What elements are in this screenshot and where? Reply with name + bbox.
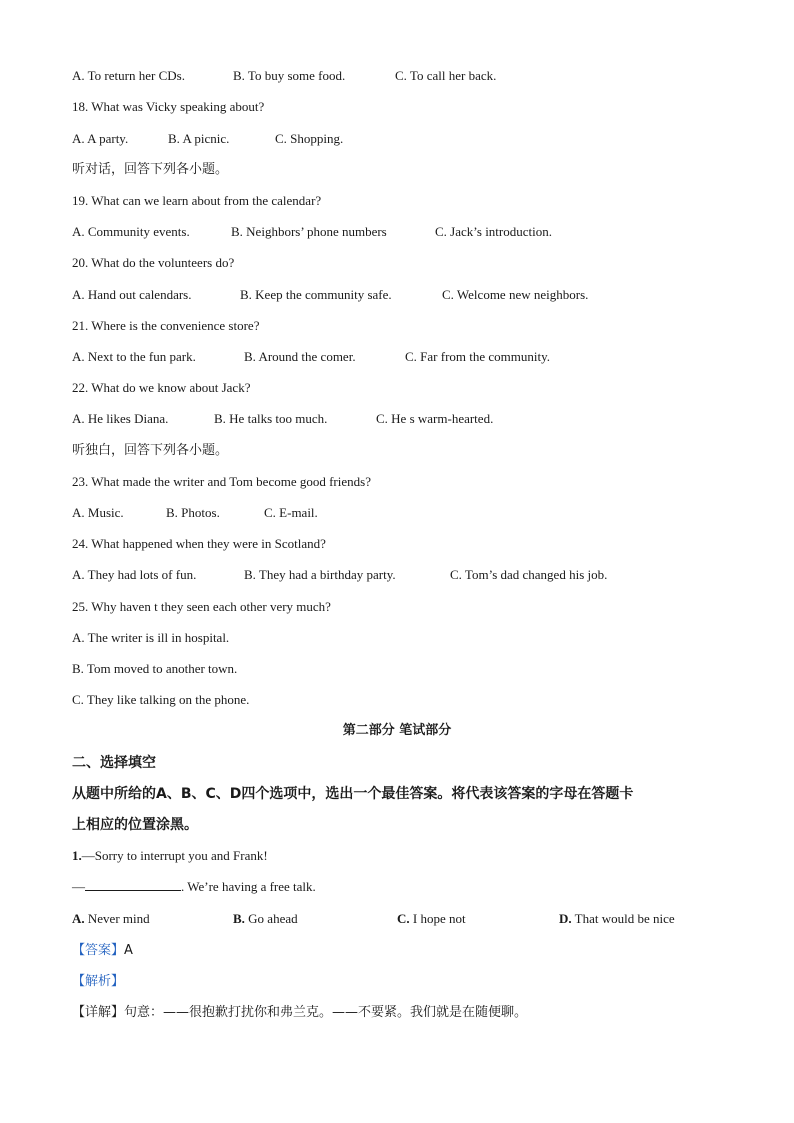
q25-option-c: C. They like talking on the phone. [72, 692, 250, 707]
q24-option-a: A. They had lots of fun. [72, 567, 197, 582]
w1-line-2-text: . We’re having a free talk. [181, 879, 316, 894]
w1-option-d-text: That would be nice [571, 911, 675, 926]
q19-option-b: B. Neighbors’ phone numbers [231, 224, 387, 239]
q25-stem: 25. Why haven t they seen each other very much? [72, 599, 331, 614]
q23-option-b: B. Photos. [166, 505, 220, 520]
answer-value: A [124, 943, 133, 958]
w1-option-b [233, 910, 298, 928]
section-monologue-heading: 听独白，回答下列各小题。 [72, 443, 229, 458]
detail-text: 句意：——很抱歉打扰你和弗兰克。——不要紧。我们就是在随便聊。 [124, 1005, 528, 1020]
q23-stem: 23. What made the writer and Tom become good friends? [72, 474, 371, 489]
w1-analysis [72, 972, 124, 991]
w1-answer [72, 941, 133, 960]
q19-option-c: C. Jack’s introduction. [435, 224, 552, 239]
w1-option-c [397, 910, 466, 928]
q19-stem: 19. What can we learn about from the calendar? [72, 193, 322, 208]
w1-option-d [559, 910, 675, 928]
q23-option-c: C. E-mail. [264, 505, 318, 520]
w1-option-b-letter: B. [233, 911, 245, 926]
section-dialogue-heading: 听对话，回答下列各小题。 [72, 162, 229, 177]
q24-option-c: C. Tom’s dad changed his job. [450, 567, 608, 582]
q21-option-c: C. Far from the community. [405, 349, 551, 364]
q25-option-a: A. The writer is ill in hospital. [72, 630, 230, 645]
q21-option-b: B. Around the comer. [244, 349, 356, 364]
w1-option-a-text: Never mind [84, 911, 150, 926]
part2-title: 第二部分 笔试部分 [342, 723, 452, 738]
w1-option-b-text: Go ahead [244, 911, 298, 926]
q17-option-c: C. To call her back. [395, 68, 497, 83]
q23-option-a: A. Music. [72, 505, 124, 520]
q17-option-b: B. To buy some food. [233, 68, 346, 83]
q22-option-a: A. He likes Diana. [72, 411, 169, 426]
w1-dash: — [72, 879, 85, 894]
q18-stem: 18. What was Vicky speaking about? [72, 99, 265, 114]
q17-option-a: A. To return her CDs. [72, 68, 185, 83]
q20-option-a: A. Hand out calendars. [72, 287, 192, 302]
q20-option-b: B. Keep the community safe. [240, 287, 392, 302]
q25-option-b: B. Tom moved to another town. [72, 661, 238, 676]
q24-option-b: B. They had a birthday party. [244, 567, 396, 582]
q21-option-a: A. Next to the fun park. [72, 349, 196, 364]
q19-option-a: A. Community events. [72, 224, 190, 239]
instructions-line-1: 从题中所给的A、B、C、D四个选项中，选出一个最佳答案。将代表该答案的字母在答题卡 [72, 786, 634, 802]
detail-label: 【详解】 [72, 1005, 125, 1020]
w1-option-d-letter: D. [559, 911, 572, 926]
w1-option-c-letter: C. [397, 911, 410, 926]
analysis-label: 【解析】 [72, 974, 125, 989]
q21-stem: 21. Where is the convenience store? [72, 318, 260, 333]
w1-option-a [72, 910, 150, 928]
w1-line-2 [72, 878, 316, 896]
section2-title: 二、选择填空 [72, 755, 156, 771]
q18-option-b: B. A picnic. [168, 131, 230, 146]
w1-prompt: —Sorry to interrupt you and Frank! [81, 848, 268, 863]
w1-line-1 [72, 847, 268, 865]
q22-option-c: C. He s warm-hearted. [376, 411, 494, 426]
w1-option-c-text: I hope not [409, 911, 466, 926]
q22-stem: 22. What do we know about Jack? [72, 380, 251, 395]
w1-detail [72, 1003, 527, 1022]
q22-option-b: B. He talks too much. [214, 411, 328, 426]
q18-option-c: C. Shopping. [275, 131, 344, 146]
instructions-line-2: 上相应的位置涂黑。 [72, 817, 198, 833]
q20-stem: 20. What do the volunteers do? [72, 255, 235, 270]
q20-option-c: C. Welcome new neighbors. [442, 287, 589, 302]
w1-number: 1. [72, 848, 82, 863]
q18-option-a: A. A party. [72, 131, 129, 146]
answer-label: 【答案】 [72, 943, 125, 958]
w1-option-a-letter: A. [72, 911, 85, 926]
q24-stem: 24. What happened when they were in Scotland? [72, 536, 326, 551]
w1-answer-blank [85, 878, 181, 891]
